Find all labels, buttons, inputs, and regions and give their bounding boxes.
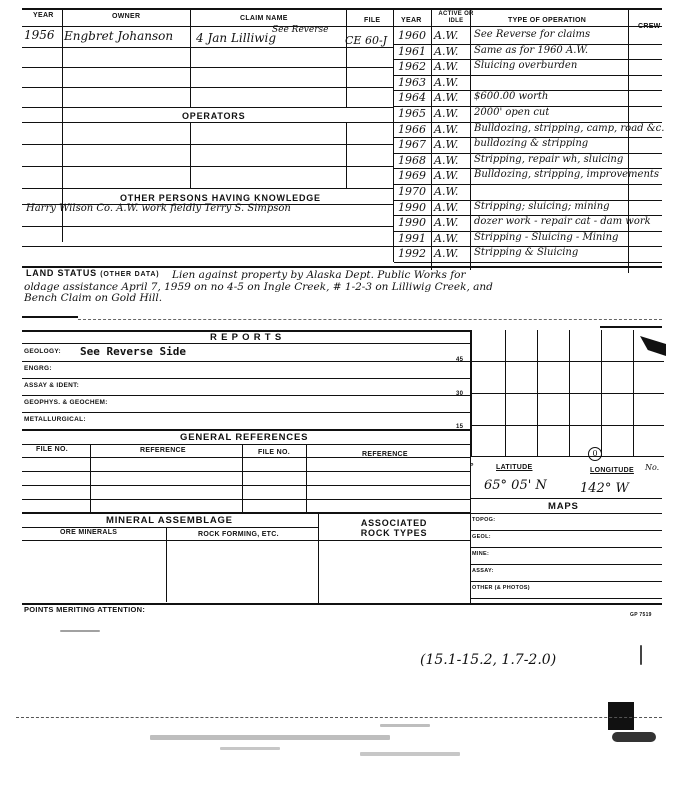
operation-year: 1961 bbox=[398, 44, 426, 58]
latitude-label: LATITUDE bbox=[496, 464, 533, 471]
operation-status: A.W. bbox=[434, 138, 459, 152]
operation-type: Bulldozing, stripping, camp, road &c. bbox=[474, 122, 664, 134]
operation-type: Bulldozing, stripping, improvements bbox=[474, 169, 660, 181]
land-status-end-rule bbox=[22, 316, 78, 318]
operators-rule bbox=[22, 122, 394, 123]
operation-year: 1966 bbox=[398, 122, 426, 136]
longitude-mark: No. bbox=[645, 463, 660, 472]
header-year: YEAR bbox=[33, 12, 54, 19]
general-references-title: GENERAL REFERENCES bbox=[180, 432, 309, 443]
scan-artifact-block bbox=[608, 702, 634, 730]
operation-year: 1963 bbox=[398, 75, 426, 89]
scan-noise bbox=[380, 724, 430, 727]
grid-number-15: 15 bbox=[456, 424, 464, 430]
ref-row-rule bbox=[22, 471, 470, 472]
header-type-of-operation: TYPE OF OPERATION bbox=[508, 17, 587, 24]
report-row-label: GEOPHYS. & GEOCHEM: bbox=[24, 399, 108, 406]
report-row bbox=[22, 395, 470, 413]
ref-divider bbox=[90, 444, 91, 512]
rock-forming-label: ROCK FORMING, ETC. bbox=[198, 531, 279, 538]
operation-row bbox=[394, 28, 662, 45]
ref-divider bbox=[306, 444, 307, 512]
operators-row-rule bbox=[22, 144, 394, 145]
operation-row bbox=[394, 90, 662, 107]
land-status-line-1: Lien against property by Alaska Dept. Public Works for bbox=[172, 269, 466, 281]
owner-row-rule bbox=[22, 107, 394, 108]
col-divider-owner bbox=[190, 8, 191, 108]
operation-status: A.W. bbox=[434, 247, 459, 261]
land-status-line-3: Bench Claim on Gold Hill. bbox=[24, 292, 163, 304]
longitude-label: LONGITUDE bbox=[590, 467, 634, 474]
maps-row-label: MINE: bbox=[472, 551, 490, 557]
operation-year: 1962 bbox=[398, 60, 426, 74]
operation-status: A.W. bbox=[434, 60, 459, 74]
operation-type: dozer work - repair cat - dam work bbox=[474, 216, 651, 228]
land-status-label bbox=[26, 268, 159, 278]
operation-year: 1965 bbox=[398, 107, 426, 120]
operation-row bbox=[394, 106, 662, 123]
operation-year: 1990 bbox=[398, 216, 426, 230]
maps-row-label: ASSAY: bbox=[472, 568, 494, 574]
land-status-title: LAND STATUS bbox=[26, 268, 97, 278]
other-persons-label: OTHER PERSONS HAVING KNOWLEDGE bbox=[120, 193, 321, 203]
ore-minerals-label: ORE MINERALS bbox=[60, 529, 118, 536]
operation-type: Same as for 1960 A.W. bbox=[474, 44, 589, 56]
maps-row bbox=[470, 513, 662, 531]
ref-divider bbox=[242, 444, 243, 512]
operation-type: See Reverse for claims bbox=[474, 29, 591, 40]
col-divider-claim bbox=[346, 8, 347, 108]
operation-status: A.W. bbox=[434, 153, 459, 167]
grid-number-45: 45 bbox=[456, 357, 464, 363]
operation-year: 1967 bbox=[398, 138, 426, 152]
scan-noise bbox=[220, 747, 280, 750]
points-label: POINTS MERITING ATTENTION: bbox=[24, 605, 146, 614]
operators-label: OPERATORS bbox=[182, 111, 246, 121]
report-row-label: GEOLOGY: bbox=[24, 348, 61, 355]
operation-year: 1990 bbox=[398, 200, 426, 214]
owner-entry-owner: Engbret Johanson bbox=[64, 29, 174, 43]
report-row-label: ENGRG: bbox=[24, 365, 52, 372]
operation-year: 1991 bbox=[398, 231, 426, 245]
operation-year: 1969 bbox=[398, 169, 426, 183]
operators-divider bbox=[190, 122, 191, 188]
ref-col-file-no-2: FILE NO. bbox=[258, 449, 290, 456]
latitude-value: 65° 05' N bbox=[484, 478, 547, 493]
operation-row bbox=[394, 137, 662, 154]
operation-type: bulldozing & stripping bbox=[474, 138, 589, 150]
operation-row bbox=[394, 75, 662, 92]
grid-number-30: 30 bbox=[456, 391, 464, 397]
operation-year: 1970 bbox=[398, 185, 426, 198]
reports-bottom-rule bbox=[22, 430, 470, 431]
mineral-assemblage-title: MINERAL ASSEMBLAGE bbox=[106, 515, 233, 526]
report-row bbox=[22, 344, 470, 362]
maps-row bbox=[470, 530, 662, 548]
report-row-label: ASSAY & IDENT: bbox=[24, 382, 80, 389]
operation-type: 2000' open cut bbox=[474, 107, 550, 118]
operation-row bbox=[394, 122, 662, 139]
scan-noise bbox=[360, 752, 460, 756]
operation-type: Stripping & Sluicing bbox=[474, 247, 579, 259]
scan-noise bbox=[640, 645, 642, 665]
operation-status: A.W. bbox=[434, 91, 459, 105]
header-bottom-rule bbox=[22, 26, 662, 27]
operation-status: A.W. bbox=[434, 200, 459, 214]
operation-row bbox=[394, 59, 662, 76]
operation-row bbox=[394, 153, 662, 170]
form-number: GP 7519 bbox=[630, 612, 652, 618]
operation-year: 1964 bbox=[398, 91, 426, 105]
header-claim-name: CLAIM NAME bbox=[240, 15, 288, 22]
operation-status: A.W. bbox=[434, 75, 459, 89]
report-row bbox=[22, 412, 470, 430]
operators-row-rule bbox=[22, 188, 394, 189]
other-persons-entry: Harry Wilson Co. A.W. work fieldly Terry S. Simpson bbox=[26, 203, 291, 214]
scan-noise bbox=[60, 630, 100, 632]
owner-row-rule bbox=[22, 47, 394, 48]
mineral-divider bbox=[166, 527, 167, 602]
maps-row-label: OTHER (& PHOTOS) bbox=[472, 585, 530, 591]
operation-row bbox=[394, 231, 662, 248]
map-grid bbox=[470, 330, 664, 457]
operation-row bbox=[394, 168, 662, 185]
longitude-value: 142° W bbox=[580, 481, 629, 496]
ref-row-rule bbox=[22, 499, 470, 500]
operation-status: A.W. bbox=[434, 122, 459, 136]
operation-status: A.W. bbox=[434, 216, 459, 230]
operation-status: A.W. bbox=[434, 44, 459, 58]
land-status-end-rule bbox=[78, 319, 662, 320]
ref-bottom-rule bbox=[22, 512, 470, 514]
land-status-sublabel: (OTHER DATA) bbox=[100, 271, 160, 278]
report-row bbox=[22, 378, 470, 396]
header-active-idle: ACTIVE OR IDLE bbox=[438, 11, 474, 24]
operation-type: Sluicing overburden bbox=[474, 60, 578, 72]
maps-title: MAPS bbox=[548, 501, 579, 512]
scan-bottom-edge bbox=[16, 717, 662, 718]
circled-marker: 0 bbox=[588, 447, 602, 461]
ref-col-reference-2: REFERENCE bbox=[362, 451, 408, 458]
top-border bbox=[22, 8, 662, 10]
associated-rock-types: ASSOCIATED ROCK TYPES bbox=[360, 518, 428, 538]
operation-status: A.W. bbox=[434, 185, 459, 198]
mineral-divider bbox=[318, 512, 319, 604]
latitude-degree-mark: ° bbox=[470, 461, 474, 471]
operation-type: $600.00 worth bbox=[474, 91, 549, 103]
maps-row-label: GEOL: bbox=[472, 534, 491, 540]
header-crew: CREW bbox=[638, 23, 661, 30]
operation-type: Stripping; sluicing; mining bbox=[474, 200, 610, 212]
operation-type: Stripping - Sluicing - Mining bbox=[474, 231, 619, 243]
maps-left-border bbox=[470, 444, 471, 604]
report-row bbox=[22, 361, 470, 379]
maps-row bbox=[470, 547, 662, 565]
scan-noise bbox=[150, 735, 390, 740]
report-row-label: METALLURGICAL: bbox=[24, 416, 86, 423]
operators-row-rule bbox=[22, 166, 394, 167]
owner-entry-file: CE 60-J bbox=[345, 34, 388, 47]
reports-title: R E P O R T S bbox=[210, 332, 282, 343]
other-persons-row-rule bbox=[22, 246, 394, 247]
maps-row bbox=[470, 564, 662, 582]
maps-row-label: TOPOG: bbox=[472, 517, 496, 523]
owner-entry-claim-note: See Reverse bbox=[272, 25, 329, 35]
operation-year: 1992 bbox=[398, 247, 426, 261]
reports-top-rule bbox=[600, 326, 662, 328]
footer-note: (15.1-15.2, 1.7-2.0) bbox=[420, 652, 557, 668]
maps-row bbox=[470, 581, 662, 599]
ref-row-rule bbox=[22, 485, 470, 486]
scan-artifact-smudge bbox=[612, 732, 656, 742]
operation-row bbox=[394, 44, 662, 61]
owner-entry-year: 1956 bbox=[24, 28, 55, 42]
owner-row-rule bbox=[22, 67, 394, 68]
header-year-2: YEAR bbox=[401, 17, 422, 24]
operation-row bbox=[394, 184, 662, 201]
operation-status: A.W. bbox=[434, 231, 459, 245]
operation-status: A.W. bbox=[434, 169, 459, 183]
operators-divider bbox=[346, 122, 347, 188]
operation-row bbox=[394, 200, 662, 217]
operation-row bbox=[394, 215, 662, 232]
mineral-header-rule bbox=[22, 540, 470, 541]
land-status-line-2: oldage assistance April 7, 1959 on no 4-5 on Ingle Creek, # 1-2-3 on Lilliwig Creek, and bbox=[24, 281, 493, 293]
operation-row bbox=[394, 246, 662, 263]
operation-status: A.W. bbox=[434, 107, 459, 120]
operation-type: Stripping, repair wh, sluicing bbox=[474, 153, 624, 165]
ref-col-reference: REFERENCE bbox=[140, 447, 186, 454]
ref-col-file-no: FILE NO. bbox=[36, 446, 68, 453]
report-row-value: See Reverse Side bbox=[80, 345, 186, 358]
owner-row-rule bbox=[22, 87, 394, 88]
owner-entry-claim: 4 Jan Lilliwig bbox=[196, 31, 277, 45]
operation-year: 1968 bbox=[398, 153, 426, 167]
header-file: FILE bbox=[364, 17, 381, 24]
other-persons-row-rule bbox=[22, 226, 394, 227]
header-owner: OWNER bbox=[112, 13, 141, 20]
maps-top-rule bbox=[470, 498, 662, 499]
operation-status: A.W. bbox=[434, 29, 459, 42]
mineral-rule bbox=[22, 527, 318, 528]
operation-year: 1960 bbox=[398, 29, 426, 42]
